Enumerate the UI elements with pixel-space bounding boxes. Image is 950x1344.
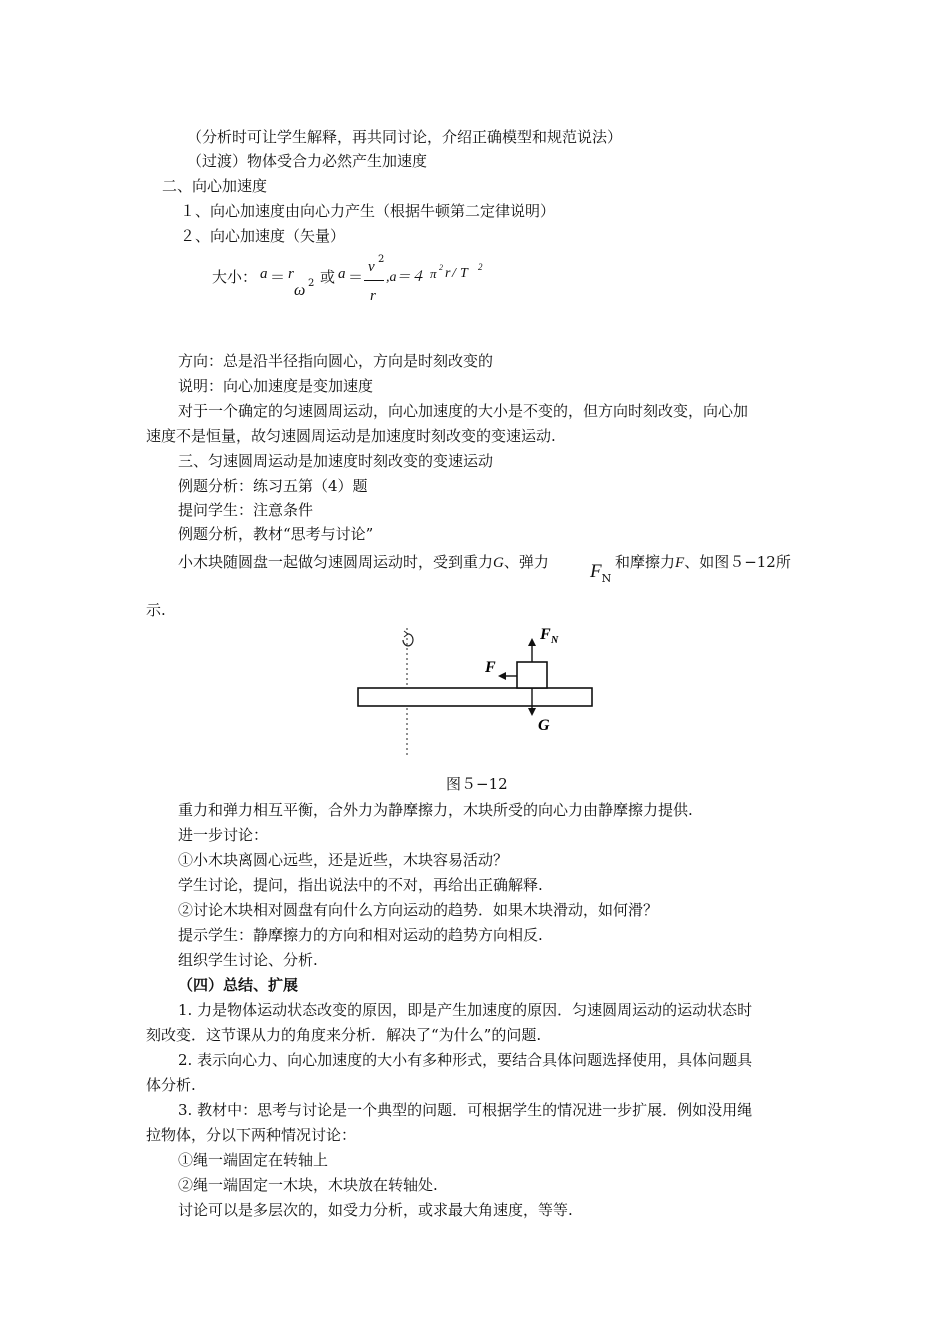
text-line: 例题分析，教材“思考与讨论” (178, 525, 374, 543)
text-line: ①小木块离圆心远些，还是近些，木块容易活动？ (178, 851, 509, 869)
label-FN: F (540, 626, 551, 643)
text-line: 对于一个确定的匀速圆周运动，向心加速度的大小是不变的，但方向时刻改变，向心加 (178, 402, 749, 420)
text-run: 小木块随圆盘一起做匀速圆周运动时，受到重力 (178, 553, 494, 571)
force-diagram (340, 620, 610, 760)
text-line: 体分析. (146, 1076, 196, 1094)
formula-equals2: ＝ (348, 268, 364, 286)
text-line-wood (178, 553, 549, 572)
text-line: 进一步讨论： (178, 826, 269, 844)
formula-or: 或 (320, 268, 336, 286)
formula-omega: ω (294, 282, 306, 299)
acceleration-formula (212, 254, 612, 314)
symbol-FN-sub: N (601, 572, 612, 585)
text-line: 重力和弹力相互平衡，合外力为静摩擦力，木块所受的向心力由静摩擦力提供. (178, 801, 693, 819)
label-F: F (485, 659, 496, 676)
formula-equals: ＝ (270, 268, 286, 286)
symbol-G: G (493, 555, 504, 571)
section-heading: 三、匀速圆周运动是加速度时刻改变的变速运动 (178, 452, 494, 470)
text-line: ②讨论木块相对圆盘有向什么方向运动的趋势．如果木块滑动，如何滑？ (178, 901, 659, 919)
text-line: １、向心加速度由向心力产生（根据牛顿第二定律说明） (180, 202, 556, 220)
text-line: 组织学生讨论、分析. (178, 951, 318, 969)
arrowhead-F-icon (498, 672, 506, 680)
text-run: 、弹力 (503, 553, 549, 571)
rotation-arrowhead-icon (404, 631, 408, 637)
text-line: 示. (146, 601, 166, 619)
text-line: 2. 表示向心力、向心加速度的大小有多种形式，要结合具体问题选择使用，具体问题具 (178, 1051, 753, 1069)
formula-pi-exp: 2 (439, 263, 443, 272)
text-line: 刻改变．这节课从力的角度来分析．解决了“为什么”的问题. (146, 1026, 542, 1044)
formula-pi: π (430, 266, 437, 281)
arrowhead-FN-icon (528, 638, 536, 646)
formula-T-exp: 2 (478, 262, 483, 272)
rotation-arrow-icon (403, 634, 413, 646)
text-line: 提示学生：静摩擦力的方向和相对运动的趋势方向相反. (178, 926, 543, 944)
text-line: ①绳一端固定在转轴上 (178, 1151, 329, 1169)
symbol-FN (590, 560, 611, 585)
text-run: 和摩擦力 (615, 553, 676, 571)
disc-plate (358, 688, 592, 706)
section-heading: 二、向心加速度 (162, 177, 268, 195)
symbol-FN-F: F (590, 561, 602, 582)
formula-r: r (288, 266, 294, 282)
text-line: 方向：总是沿半径指向圆心，方向是时刻改变的 (178, 352, 494, 370)
formula-prefix: 大小： (212, 268, 258, 286)
text-line: （过渡）物体受合力必然产生加速度 (187, 152, 428, 170)
formula-omega-exp: 2 (308, 278, 315, 289)
wood-block (517, 662, 547, 688)
text-line: ２、向心加速度（矢量） (180, 227, 346, 245)
text-line-wood-cont (615, 553, 791, 572)
formula-slash: / (452, 266, 456, 281)
text-run: 、如图５−12所 (684, 553, 791, 571)
text-line: 1. 力是物体运动状态改变的原因，即是产生加速度的原因．匀速圆周运动的运动状态时 (178, 1001, 753, 1019)
text-line: 学生讨论，提问，指出说法中的不对，再给出正确解释. (178, 876, 543, 894)
figure-caption: 图５−12 (446, 775, 508, 793)
text-line: 讨论可以是多层次的，如受力分析，或求最大角速度，等等. (178, 1201, 573, 1219)
text-line: 提问学生：注意条件 (178, 501, 314, 519)
label-G: G (538, 717, 550, 734)
formula-v-exp: 2 (378, 254, 385, 265)
formula-v: v (368, 259, 375, 275)
formula-tail: ,a＝４ (386, 270, 425, 285)
section-heading: （四）总结、扩展 (178, 976, 299, 994)
text-line: 说明：向心加速度是变加速度 (178, 377, 374, 395)
text-line: 3. 教材中：思考与讨论是一个典型的问题．可根据学生的情况进一步扩展．例如没用绳 (178, 1101, 753, 1119)
text-line: 拉物体，分以下两种情况讨论： (146, 1126, 357, 1144)
formula-r-denominator: r (370, 288, 376, 304)
fraction-bar (364, 280, 384, 281)
formula-a: a (260, 266, 268, 282)
text-line: 速度不是恒量，故匀速圆周运动是加速度时刻改变的变速运动. (146, 427, 556, 445)
text-line: 例题分析：练习五第（4）题 (178, 477, 368, 495)
formula-r2: r (445, 266, 451, 281)
symbol-F: F (675, 555, 685, 571)
label-FN-sub: N (551, 635, 559, 646)
arrowhead-G-icon (528, 708, 536, 716)
text-line: （分析时可让学生解释，再共同讨论，介绍正确模型和规范说法） (187, 128, 623, 146)
formula-T: T (460, 266, 468, 281)
text-line: ②绳一端固定一木块，木块放在转轴处. (178, 1176, 438, 1194)
formula-a2: a (338, 266, 346, 282)
